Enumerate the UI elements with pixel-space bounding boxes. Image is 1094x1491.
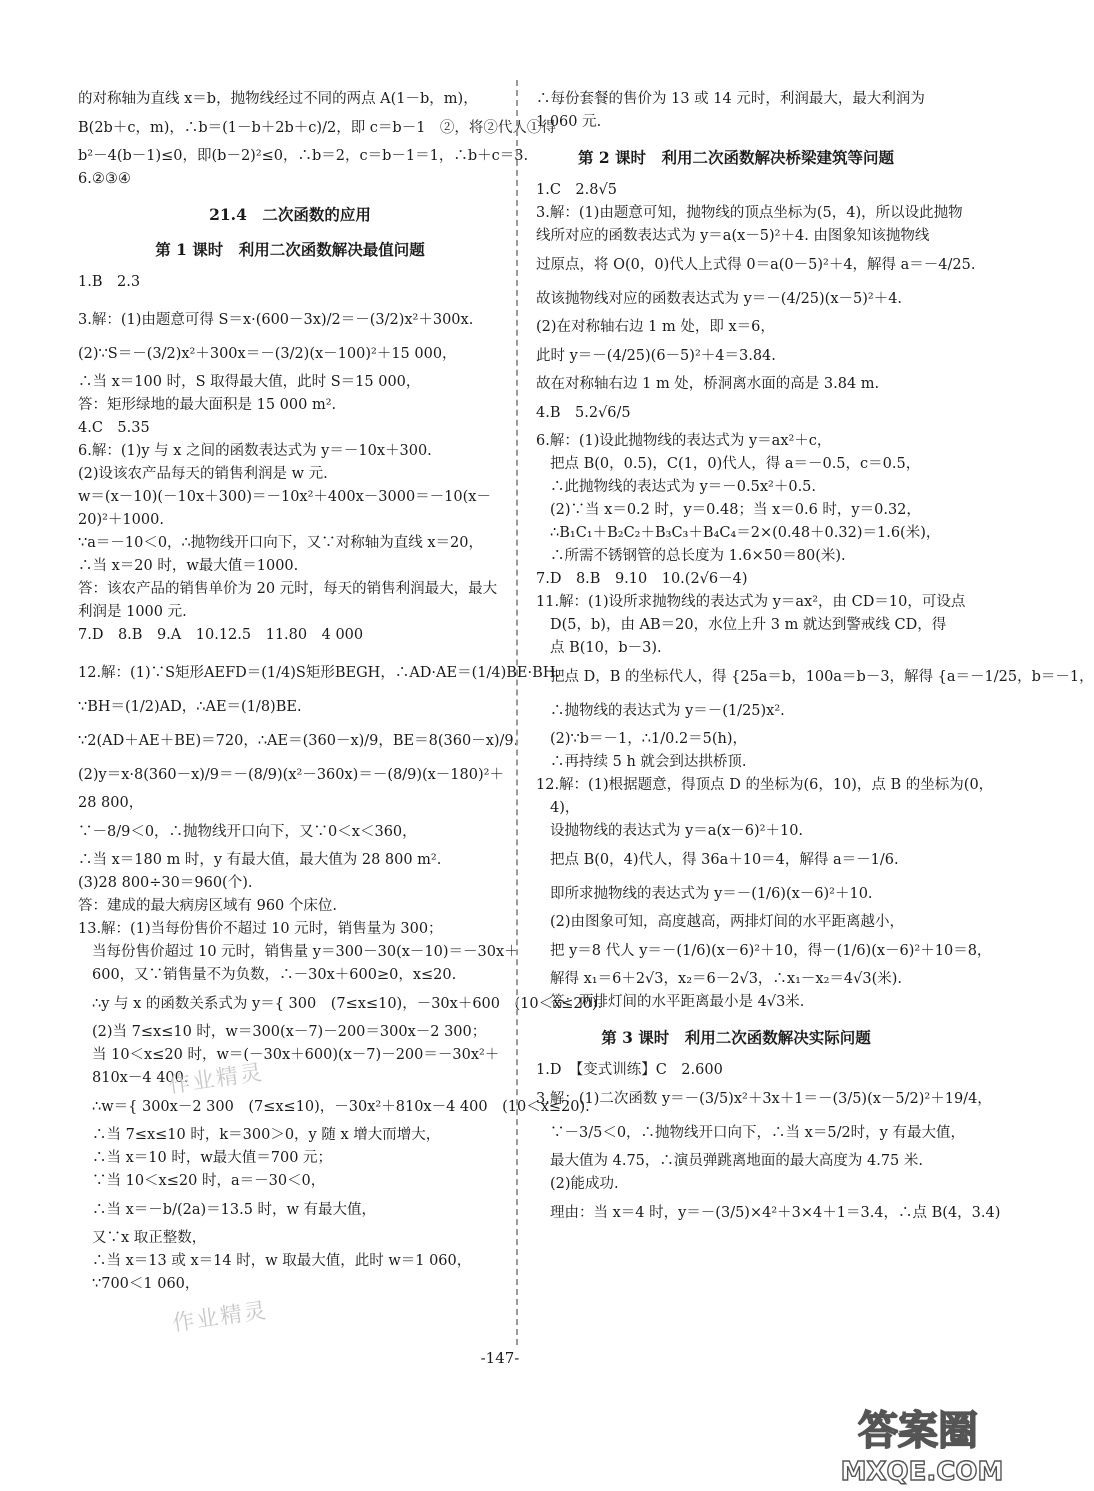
- section-heading: 第 2 课时 利用二次函数解决桥梁建筑等问题: [577, 148, 895, 167]
- text-line: (3)28 800÷30＝960(个).: [78, 875, 253, 891]
- text-line: 4.C 5.35: [78, 420, 150, 436]
- text-line: (2)设该农产品每天的销售利润是 w 元.: [78, 466, 328, 482]
- text-line: 11.解：(1)设所求抛物线的表达式为 y＝ax²，由 CD＝10，可设点: [536, 594, 966, 610]
- site-logo: [826, 1396, 1004, 1488]
- text-line: 28 800，: [78, 795, 144, 811]
- text-line: 把点 B(0，0.5)，C(1，0)代人，得 a＝－0.5，c＝0.5，: [550, 456, 921, 472]
- text-line: ∴当 x＝10 时，w最大值＝700 元；: [92, 1150, 333, 1166]
- text-line: (2)由图象可知，高度越高，两排灯间的水平距离越小，: [550, 914, 905, 930]
- text-line: 故在对称轴右边 1 m 处，桥洞离水面的高是 3.84 m.: [536, 376, 880, 392]
- text-line: 12.解：(1)根据题意，得顶点 D 的坐标为(6，10)，点 B 的坐标为(0，: [536, 777, 994, 793]
- text-line: 1.B 2.3: [78, 274, 141, 290]
- text-line: ∵当 10＜x≤20 时，a＝－30＜0，: [92, 1173, 326, 1189]
- text-line: 7.D 8.B 9.A 10.12.5 11.80 4 000: [78, 627, 364, 643]
- text-line: ∴y 与 x 的函数关系式为 y＝{ 300 (7≤x≤10)，－30x＋600 (10＜x≤20).: [92, 996, 603, 1012]
- text-line: 4)，: [550, 800, 580, 816]
- text-line: ∵－8/9＜0，∴抛物线开口向下，又∵0＜x＜360，: [78, 824, 417, 840]
- right-column: [536, 88, 1094, 1230]
- text-line: 解得 x₁＝6＋2√3，x₂＝6－2√3，∴x₁－x₂＝4√3(米).: [550, 971, 903, 987]
- text-line: 此时 y＝－(4/25)(6－5)²＋4＝3.84.: [536, 348, 776, 364]
- text-line: 把 y＝8 代人 y＝－(1/6)(x－6)²＋10，得－(1/6)(x－6)²＋10＝8，: [550, 943, 992, 959]
- text-line: 1.C 2.8√5: [536, 182, 617, 198]
- logo-title: 答案圈: [858, 1408, 978, 1454]
- text-line: 利润是 1000 元.: [78, 604, 187, 620]
- text-line: (2)能成功.: [550, 1176, 619, 1192]
- text-line: 13.解：(1)当每份售价不超过 10 元时，销售量为 300；: [78, 921, 443, 937]
- text-line: 设抛物线的表达式为 y＝a(x－6)²＋10.: [550, 823, 804, 839]
- text-line: (2)当 7≤x≤10 时，w＝300(x－7)－200＝300x－2 300；: [92, 1024, 487, 1040]
- text-line: (2)∵当 x＝0.2 时，y＝0.48；当 x＝0.6 时，y＝0.32，: [550, 502, 921, 518]
- text-line: 把点 D，B 的坐标代人，得 {25a＝b，100a＝b－3，解得 {a＝－1/25，b＝－1，: [550, 669, 1094, 685]
- text-line: ∴w＝{ 300x－2 300 (7≤x≤10)，－30x²＋810x－4 400 (10＜x≤20).: [92, 1099, 590, 1115]
- text-line: 12.解：(1)∵S矩形AEFD＝(1/4)S矩形BEGH，∴AD·AE＝(1/4)BE·BH.: [78, 665, 560, 681]
- text-line: ∴B₁C₁＋B₂C₂＋B₃C₃＋B₄C₄＝2×(0.48＋0.32)＝1.6(米)，: [550, 525, 941, 541]
- text-line: 把点 B(0，4)代人，得 36a＋10＝4，解得 a＝－1/6.: [550, 852, 899, 868]
- watermark: 作业精灵: [171, 1298, 270, 1337]
- text-line: B(2b＋c，m)，∴b＝(1－b＋2b＋c)/2，即 c＝b－1 ②，将②代人①得: [78, 120, 556, 136]
- page-number: -147-: [480, 1349, 520, 1367]
- text-line: 当每份售价超过 10 元时，销售量 y＝300－30(x－10)＝－30x＋: [92, 944, 519, 960]
- text-line: 3.解：(1)由题意可知，抛物线的顶点坐标为(5，4)，所以设此抛物: [536, 205, 963, 221]
- text-line: ∵BH＝(1/2)AD，∴AE＝(1/8)BE.: [78, 699, 302, 715]
- text-line: 6.②③④: [78, 171, 131, 187]
- text-line: ∴再持续 5 h 就会到达拱桥顶.: [550, 754, 747, 770]
- text-line: 3.解：(1)二次函数 y＝－(3/5)x²＋3x＋1＝－(3/5)(x－5/2)²＋19/4，: [536, 1091, 992, 1107]
- text-line: 的对称轴为直线 x＝b，抛物线经过不同的两点 A(1－b，m)，: [78, 91, 478, 107]
- text-line: ∴此抛物线的表达式为 y＝－0.5x²＋0.5.: [550, 479, 817, 495]
- text-line: 20)²＋1000.: [78, 512, 164, 528]
- text-line: (2)∵S＝－(3/2)x²＋300x＝－(3/2)(x－100)²＋15 000，: [78, 346, 457, 362]
- text-line: 3.解：(1)由题意可得 S＝x·(600－3x)/2＝－(3/2)x²＋300x.: [78, 312, 474, 328]
- text-line: 600，又∵销售量不为负数，∴－30x＋600≥0，x≤20.: [92, 967, 457, 983]
- text-line: D(5，b)，由 AB＝20，水位上升 3 m 就达到警戒线 CD，得: [550, 617, 947, 633]
- text-line: 理由：当 x＝4 时，y＝－(3/5)×4²＋3×4＋1＝3.4，∴点 B(4，3.4): [550, 1205, 1001, 1221]
- section-heading: 21.4 二次函数的应用: [209, 205, 371, 224]
- text-line: 答：建成的最大病房区域有 960 个床位.: [78, 898, 338, 914]
- text-line: 810x－4 400.: [92, 1070, 189, 1086]
- text-line: b²－4(b－1)≤0，即(b－2)²≤0，∴b＝2，c＝b－1＝1，∴b＋c＝3.: [78, 148, 529, 164]
- text-line: ∴抛物线的表达式为 y＝－(1/25)x².: [550, 703, 785, 719]
- text-line: ∴当 7≤x≤10 时，k＝300＞0，y 随 x 增大而增大，: [92, 1127, 441, 1143]
- logo-subtitle: MXQE.COM: [840, 1457, 1004, 1487]
- text-line: ∵700＜1 060，: [92, 1276, 200, 1292]
- text-line: 最大值为 4.75，∴演员弹跳离地面的最大高度为 4.75 米.: [550, 1153, 924, 1169]
- section-heading: 第 3 课时 利用二次函数解决实际问题: [601, 1028, 871, 1047]
- section-heading: 第 1 课时 利用二次函数解决最值问题: [155, 240, 425, 259]
- text-line: 4.B 5.2√6/5: [536, 405, 631, 421]
- text-line: (2)在对称轴右边 1 m 处，即 x＝6，: [536, 319, 775, 335]
- text-line: ∵2(AD＋AE＋BE)＝720，∴AE＝(360－x)/9，BE＝8(360－x)/9.: [78, 733, 519, 749]
- text-line: ∴每份套餐的售价为 13 或 14 元时，利润最大，最大利润为: [536, 91, 925, 107]
- watermark: 作业精灵: [167, 1060, 266, 1099]
- text-line: 过原点，将 O(0，0)代人上式得 0＝a(0－5)²＋4，解得 a＝－4/25.: [536, 257, 976, 273]
- text-line: 答：该农产品的销售单价为 20 元时，每天的销售利润最大，最大: [78, 581, 498, 597]
- text-line: 答：矩形绿地的最大面积是 15 000 m².: [78, 397, 337, 413]
- text-line: ∵a＝－10＜0，∴抛物线开口向下，又∵对称轴为直线 x＝20，: [78, 535, 484, 551]
- text-line: 即所求抛物线的表达式为 y＝－(1/6)(x－6)²＋10.: [550, 886, 873, 902]
- text-line: ∴所需不锈钢管的总长度为 1.6×50＝80(米).: [550, 548, 846, 564]
- text-line: 点 B(10，b－3).: [550, 640, 662, 656]
- text-line: 1 060 元.: [536, 114, 602, 130]
- text-line: ∴当 x＝100 时，S 取得最大值，此时 S＝15 000，: [78, 374, 421, 390]
- text-line: ∴当 x＝180 m 时，y 有最大值，最大值为 28 800 m².: [78, 852, 442, 868]
- text-line: (2)y＝x·8(360－x)/9＝－(8/9)(x²－360x)＝－(8/9)(x－180)²＋: [78, 767, 504, 783]
- text-line: (2)∵b＝－1，∴1/0.2＝5(h)，: [550, 731, 748, 747]
- text-line: ∴当 x＝20 时，w最大值＝1000.: [78, 558, 299, 574]
- text-line: 又∵x 取正整数，: [92, 1230, 207, 1246]
- text-line: 1.D 【变式训练】C 2.600: [536, 1062, 723, 1078]
- text-line: 6.解：(1)设此抛物线的表达式为 y＝ax²＋c，: [536, 433, 832, 449]
- column-divider: [516, 80, 518, 1345]
- text-line: 线所对应的函数表达式为 y＝a(x－5)²＋4. 由图象知该抛物线: [536, 228, 930, 244]
- text-line: 当 10＜x≤20 时，w＝(－30x＋600)(x－7)－200＝－30x²＋: [92, 1047, 500, 1063]
- text-line: 故该抛物线对应的函数表达式为 y＝－(4/25)(x－5)²＋4.: [536, 291, 903, 307]
- text-line: ∵－3/5＜0，∴抛物线开口向下，∴当 x＝5/2时，y 有最大值，: [550, 1125, 965, 1141]
- text-line: w＝(x－10)(－10x＋300)＝－10x²＋400x－3000＝－10(x－: [78, 489, 491, 505]
- text-line: 7.D 8.B 9.10 10.(2√6－4): [536, 571, 748, 587]
- text-line: ∴当 x＝13 或 x＝14 时，w 取最大值，此时 w＝1 060，: [92, 1253, 472, 1269]
- text-line: 答：两排灯间的水平距离最小是 4√3米.: [550, 994, 805, 1010]
- text-line: 6.解：(1)y 与 x 之间的函数表达式为 y＝－10x＋300.: [78, 443, 432, 459]
- text-line: ∴当 x＝－b/(2a)＝13.5 时，w 有最大值，: [92, 1202, 377, 1218]
